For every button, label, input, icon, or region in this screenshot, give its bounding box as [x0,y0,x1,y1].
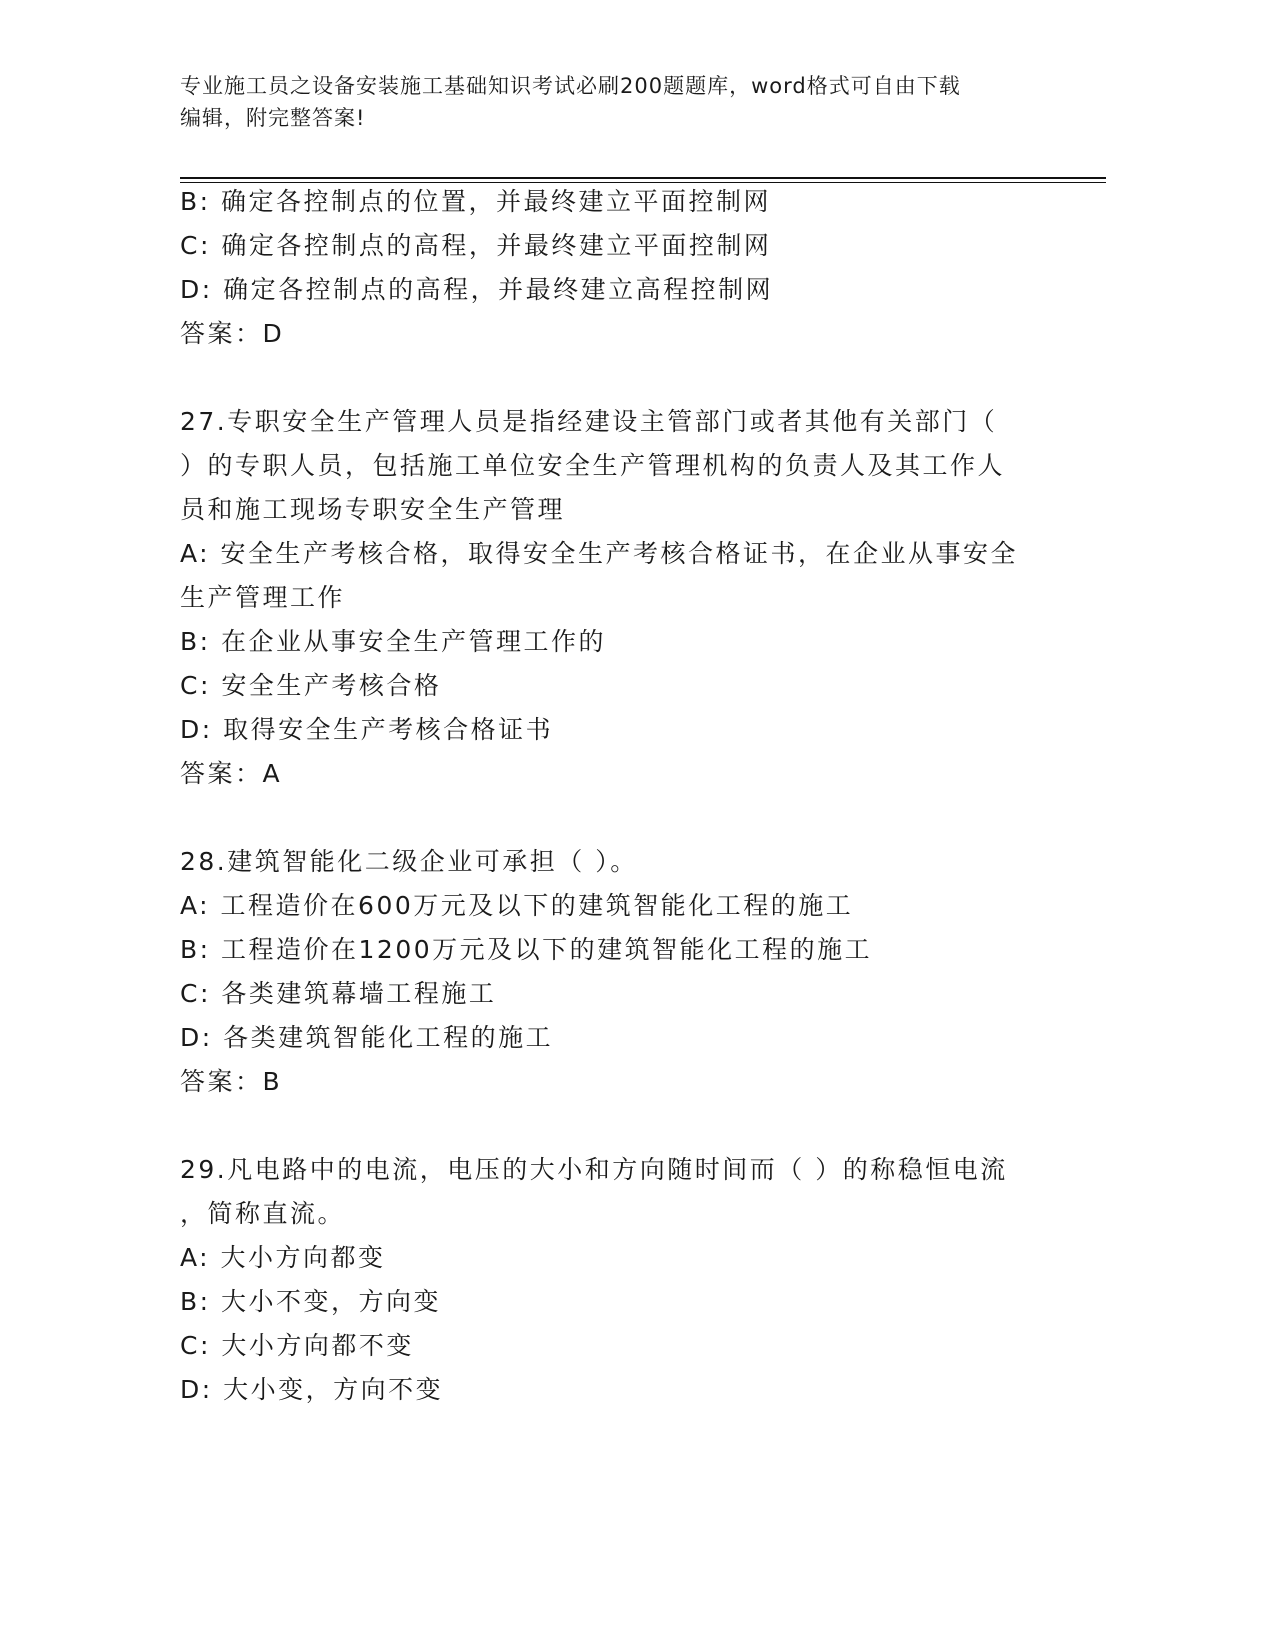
question-26 [180,180,1060,356]
question-body [180,180,1060,1412]
q27-option-b: B: 在企业从事安全生产管理工作的 [180,627,607,656]
question-29 [180,1148,1060,1412]
document-header [180,70,1060,134]
header-title-line2: 编辑，附完整答案! [180,106,366,130]
q26-option-c: C: 确定各控制点的高程，并最终建立平面控制网 [180,231,772,260]
q29-option-c: C: 大小方向都不变 [180,1331,414,1360]
q28-option-a: A: 工程造价在600万元及以下的建筑智能化工程的施工 [180,891,854,920]
q27-option-c: C: 安全生产考核合格 [180,671,442,700]
spacer [180,796,1060,840]
q27-stem-line3: 员和施工现场专职安全生产管理 [180,495,566,524]
header-title-line1: 专业施工员之设备安装施工基础知识考试必刷200题题库，word格式可自由下载 [180,74,961,98]
q29-option-b: B: 大小不变，方向变 [180,1287,442,1316]
q27-stem-line2: ）的专职人员，包括施工单位安全生产管理机构的负责人及其工作人 [180,451,1006,480]
q29-option-d: D: 大小变，方向不变 [180,1375,444,1404]
q26-answer: 答案：D [180,319,285,348]
spacer [180,1104,1060,1148]
q28-option-b: B: 工程造价在1200万元及以下的建筑智能化工程的施工 [180,935,873,964]
q27-stem-line1: 27.专职安全生产管理人员是指经建设主管部门或者其他有关部门（ [180,407,998,436]
q27-answer: 答案：A [180,759,283,788]
q29-option-a: A: 大小方向都变 [180,1243,386,1272]
q26-option-b: B: 确定各控制点的位置，并最终建立平面控制网 [180,187,772,216]
q29-stem-line2: ，简称直流。 [180,1199,346,1228]
q27-option-a-line1: A: 安全生产考核合格，取得安全生产考核合格证书，在企业从事安全 [180,539,1019,568]
q28-answer: 答案：B [180,1067,283,1096]
question-28 [180,840,1060,1104]
q29-stem-line1: 29.凡电路中的电流，电压的大小和方向随时间而（ ）的称稳恒电流 [180,1155,1008,1184]
header-divider-thick [180,177,1106,179]
q27-option-d: D: 取得安全生产考核合格证书 [180,715,554,744]
q26-option-d: D: 确定各控制点的高程，并最终建立高程控制网 [180,275,774,304]
question-27 [180,400,1060,796]
spacer [180,356,1060,400]
q28-option-d: D: 各类建筑智能化工程的施工 [180,1023,554,1052]
q28-option-c: C: 各类建筑幕墙工程施工 [180,979,497,1008]
q28-stem: 28.建筑智能化二级企业可承担（ ）。 [180,847,638,876]
q27-option-a-line2: 生产管理工作 [180,583,346,612]
